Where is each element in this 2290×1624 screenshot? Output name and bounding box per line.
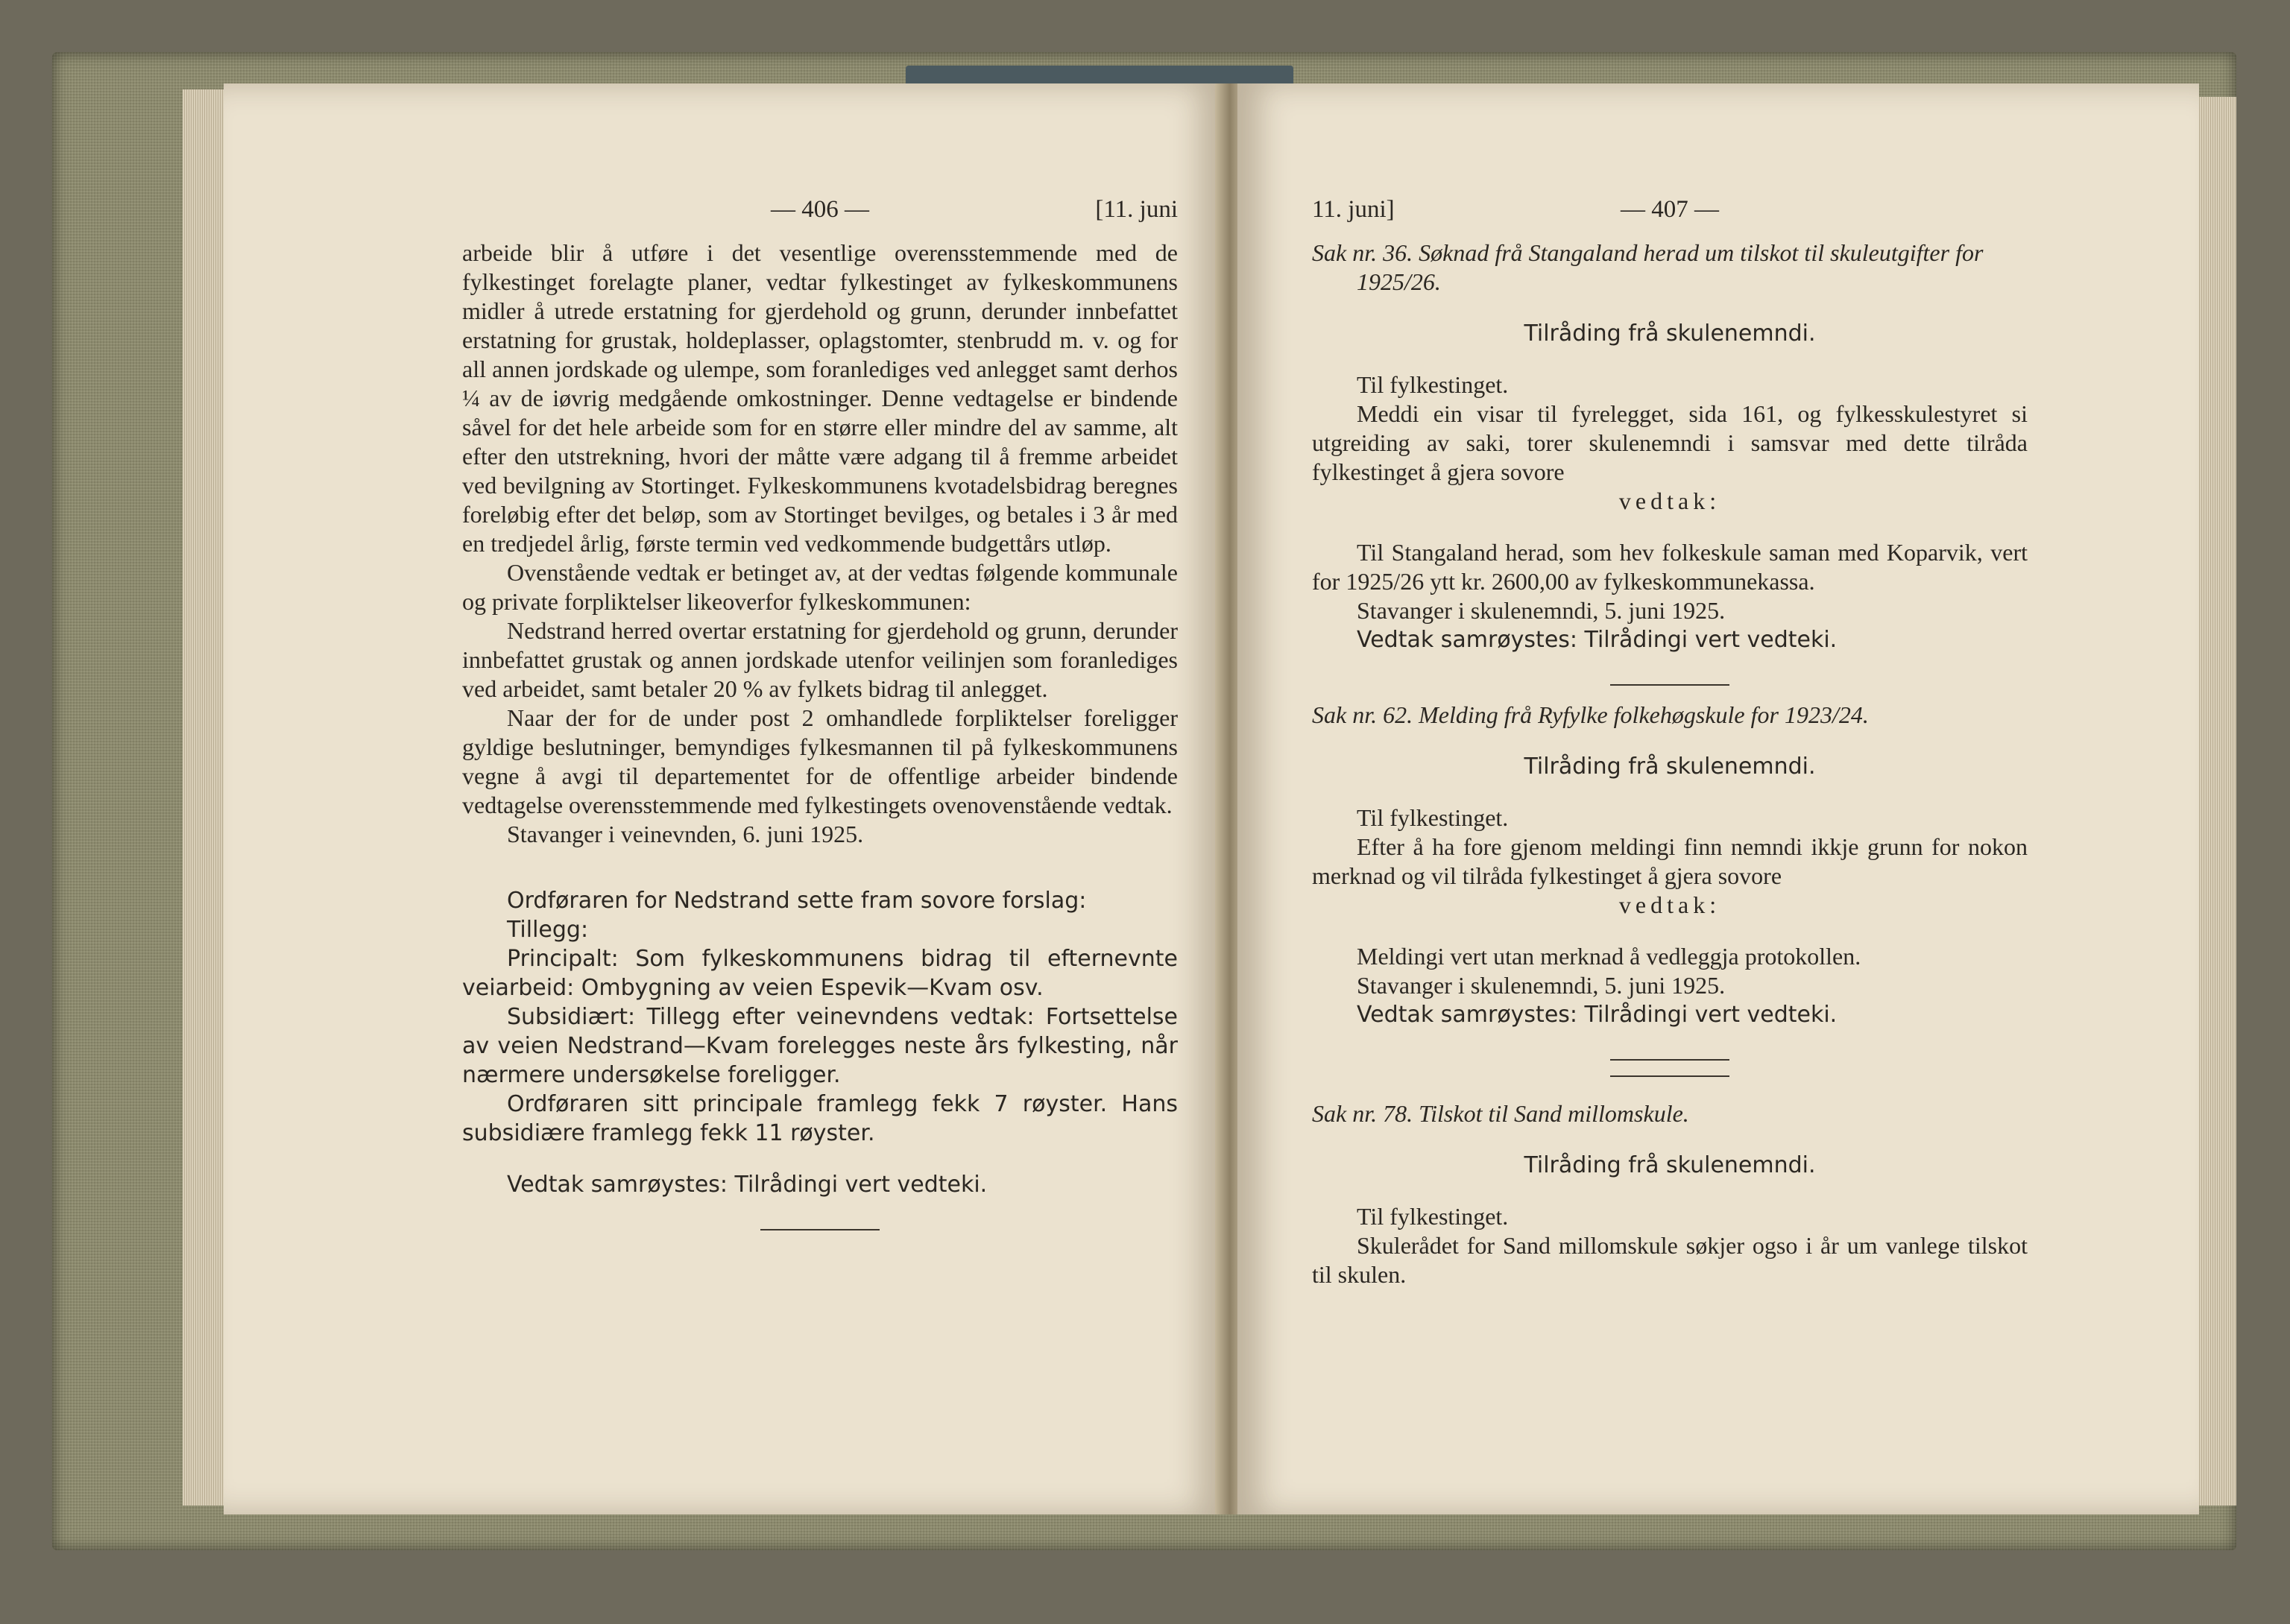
left-page <box>224 83 1223 1514</box>
case-36-title: Sak nr. 36. Søknad frå Stangaland herad um tilskot til skuleutgifter for 1925/26. <box>1312 239 1984 295</box>
case-62-title: Sak nr. 62. Melding frå Ryfylke folkehøgskule for 1923/24. <box>1312 701 1869 728</box>
addition-label: Tillegg: <box>507 917 589 943</box>
principal-proposal: Principalt: Som fylkeskommunens bidrag til efternevnte veiarbeid: Ombygning av veien Espevik—Kvam osv. <box>462 946 1178 1001</box>
section-rule <box>760 1229 880 1230</box>
case-62-body: Efter å ha fore gjenom meldingi finn nemndi ikkje grunn for nokon merknad og vil tilråda fylkestinget å gjera sovore <box>1312 833 2028 889</box>
case-62-heading: Tilråding frå skulenemndi. <box>1524 753 1816 780</box>
running-date: 11. juni] <box>1312 196 1395 223</box>
case-36-vedtak: vedtak: <box>1618 487 1721 514</box>
right-page-text <box>1312 195 2028 1289</box>
case-78-addressee: Til fylkestinget. <box>1357 1203 1509 1230</box>
right-page <box>1237 83 2199 1514</box>
case-62-signature: Stavanger i skulenemndi, 5. juni 1925. <box>1357 972 1726 999</box>
case-78-body: Skulerådet for Sand millomskule søkjer ogso i år um vanlege tilskot til skulen. <box>1312 1232 2028 1288</box>
section-rule <box>1610 1059 1729 1061</box>
page-number: — 406 — <box>771 196 869 223</box>
case-62-vedtak: vedtak: <box>1618 891 1721 918</box>
case-36-body: Meddi ein visar til fyrelegget, sida 161, og fylkesskulestyret si utgreiding av saki, torer skulenemndi i samsvar med dette tilråda fylkestinget å gjera sovore <box>1312 400 2028 485</box>
proposal-intro: Ordføraren for Nedstrand sette fram sovore forslag: <box>507 888 1087 914</box>
paragraph: Naar der for de under post 2 omhandlede forpliktelser foreligger gyldige beslutninger, bemyndiges fylkesmannen til på fylkeskommunens vegne å avgi til departementet for de offentlige arbeider bindende vedtagelse overensstemmende med fylkestingets ovenovenstående vedtak. <box>462 704 1178 818</box>
paragraph: Ovenstående vedtak er betinget av, at der vedtas følgende kommunale og private forpliktelser likeoverfor fylkeskommunen: <box>462 559 1178 615</box>
case-36-heading: Tilråding frå skulenemndi. <box>1524 320 1816 347</box>
running-date: [11. juni <box>1095 196 1178 223</box>
case-62-resolution: Meldingi vert utan merknad å vedleggja protokollen. <box>1357 943 1861 970</box>
subsidiary-proposal: Subsidiært: Tillegg efter veinevndens vedtak: Fortsettelse av veien Nedstrand—Kvam forelegges neste års fylkesting, når nærmere undersøkelse foreligger. <box>462 1004 1178 1088</box>
left-page-text <box>462 195 1178 1245</box>
left-page-header <box>462 195 1178 225</box>
page-edges-left <box>183 89 227 1505</box>
case-78-title: Sak nr. 78. Tilskot til Sand millomskule. <box>1312 1100 1689 1127</box>
case-36-resolution: Til Stangaland herad, som hev folkeskule saman med Koparvik, vert for 1925/26 ytt kr. 2600,00 av fylkeskommunekassa. <box>1312 539 2028 595</box>
case-62-addressee: Til fylkestinget. <box>1357 804 1509 831</box>
case-36-decision: Vedtak samrøystes: Tilrådingi vert vedteki. <box>1357 627 1838 653</box>
case-78-heading: Tilråding frå skulenemndi. <box>1524 1152 1816 1178</box>
case-36-addressee: Til fylkestinget. <box>1357 371 1509 398</box>
page-number: — 407 — <box>1621 196 1719 223</box>
section-rule <box>1610 684 1729 686</box>
decision-line: Vedtak samrøystes: Tilrådingi vert vedteki. <box>507 1172 988 1198</box>
vote-result: Ordføraren sitt principale framlegg fekk 7 røyster. Hans subsidiære framlegg fekk 11 røyster. <box>462 1091 1178 1146</box>
case-62-decision: Vedtak samrøystes: Tilrådingi vert vedteki. <box>1357 1002 1838 1028</box>
page-edges-right <box>2195 97 2236 1505</box>
case-36-signature: Stavanger i skulenemndi, 5. juni 1925. <box>1357 597 1726 624</box>
right-page-header <box>1312 195 2028 225</box>
paragraph: Nedstrand herred overtar erstatning for gjerdehold og grunn, derunder innbefattet grustak og annen jordskade utenfor veilinjen som foranlediges ved arbeidet, samt betaler 20 % av fylkets bidrag til anlegget. <box>462 617 1178 702</box>
signature-line: Stavanger i veinevnden, 6. juni 1925. <box>507 821 864 847</box>
paragraph: arbeide blir å utføre i det vesentlige overensstemmende med de fylkestinget forelagte planer, vedtar fylkestinget av fylkeskommunens midler å utrede erstatning for gjerdehold og grunn, derunder innbefattet erstatning for grustak, holdeplasser, oplagstomter, stenbrudd m. v. og for all annen jordskade og ulempe, som foranlediges ved anlegget samt derhos ¼ av de iøvrig medgående omkostninger. Denne vedtagelse er bindende såvel for det hele arbeide som for en større eller mindre del av samme, alt efter den utstrekning, hvori der måtte være adgang til å fremme arbeidet ved bevilgning av Stortinget. Fylkeskommunens kvotadelsbidrag beregnes foreløbig efter det beløp, som av Stortinget bevilges, og betales i 3 år med en tredjedel årlig, første termin ved vedkommende budgettårs utløp. <box>462 239 1178 557</box>
